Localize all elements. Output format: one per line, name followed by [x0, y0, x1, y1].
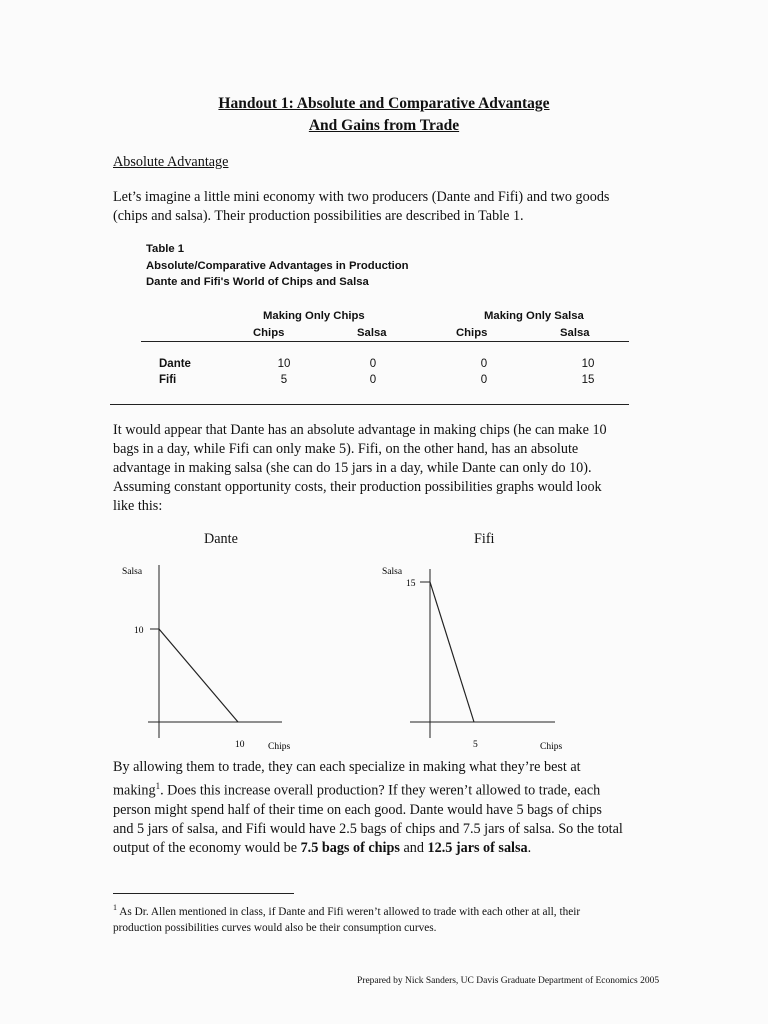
fifi-ppf-line	[430, 582, 474, 722]
fifi-ppf-graph	[370, 555, 580, 755]
table-cell: 0	[480, 374, 488, 386]
table-group-chips: Making Only Chips	[263, 310, 365, 322]
table-header-rule	[141, 341, 629, 342]
footnote	[113, 900, 580, 936]
footnote-rule	[113, 893, 294, 894]
para2-line-2: bags in a day, while Fifi can only make 5). Fifi, on the other hand, has an absolute	[113, 441, 579, 457]
table-cell: 15	[581, 374, 595, 386]
intro-line-1: Let’s imagine a little mini economy with two producers (Dante and Fifi) and two goods	[113, 189, 610, 205]
intro-line-2: (chips and salsa). Their production possibilities are described in Table 1.	[113, 208, 524, 224]
document-title-line2: And Gains from Trade	[308, 117, 460, 134]
footnote-line-1: $^1$ As Dr. Allen mentioned in class, if Dante and Fifi weren’t allowed to trade with each other at all, their	[113, 903, 581, 918]
dante-x-tick-label: 10	[235, 740, 245, 750]
paragraph-gains-from-trade	[113, 758, 623, 858]
dante-y-label: Salsa	[122, 567, 143, 577]
paragraph-absolute-advantage	[113, 421, 607, 516]
table-cell: 0	[369, 374, 377, 386]
prepared-by: Prepared by Nick Sanders, UC Davis Graduate Department of Economics 2005	[357, 976, 660, 986]
table-cell: 10	[581, 358, 595, 370]
para3-line-1: By allowing them to trade, they can each specialize in making what they’re best at	[113, 759, 581, 775]
table-cell: 10	[277, 358, 291, 370]
table-col-chips-2: Chips	[456, 327, 488, 339]
table-col-salsa-1: Salsa	[357, 327, 387, 339]
graph-title-fifi: Fifi	[474, 531, 495, 547]
document-title-line1: Handout 1: Absolute and Comparative Advantage	[218, 95, 550, 112]
fifi-x-tick-label: 5	[473, 740, 478, 750]
dante-ppf-graph	[110, 555, 310, 755]
graph-title-dante: Dante	[204, 531, 238, 547]
total-salsa: 12.5 jars of salsa	[427, 839, 528, 856]
para3-line-2: making$^1$. Does this increase overall production? If they weren’t allowed to trade, each	[113, 781, 601, 799]
fifi-y-label: Salsa	[382, 567, 403, 577]
total-chips: 7.5 bags of chips	[300, 839, 400, 856]
para2-line-5: like this:	[113, 498, 163, 514]
dante-y-tick-label: 10	[134, 626, 144, 636]
table-caption	[146, 241, 409, 291]
table-cell: 5	[280, 374, 288, 386]
dante-x-label: Chips	[268, 742, 291, 752]
para3-line-5: output of the economy would be 7.5 bags of chips and 12.5 jars of salsa.	[113, 839, 532, 856]
intro-paragraph	[113, 188, 609, 226]
table-bottom-rule	[110, 404, 629, 405]
table-col-chips-1: Chips	[253, 327, 285, 339]
table-caption-3: Dante and Fifi's World of Chips and Salsa	[146, 276, 369, 288]
para2-line-1: It would appear that Dante has an absolute advantage in making chips (he can make 10	[113, 422, 607, 438]
fifi-y-tick-label: 15	[406, 579, 416, 589]
table-cell: 0	[369, 358, 377, 370]
dante-ppf-line	[159, 629, 238, 722]
table-caption-2: Absolute/Comparative Advantages in Production	[146, 259, 409, 272]
table-group-salsa: Making Only Salsa	[484, 310, 584, 322]
table-row-name: Dante	[159, 358, 191, 370]
table-col-salsa-2: Salsa	[560, 327, 590, 339]
table-caption-1: Table 1	[146, 243, 185, 255]
footnote-line-2: production possibilities curves would also be their consumption curves.	[113, 921, 437, 934]
para2-line-3: advantage in making salsa (she can do 15 jars in a day, while Dante can only do 10).	[113, 460, 592, 476]
footnote-reference: 1	[155, 781, 161, 791]
fifi-x-label: Chips	[540, 742, 563, 752]
section-heading: Absolute Advantage	[113, 154, 229, 170]
para3-line-3: person might spend half of their time on each good. Dante would have 5 bags of chips	[113, 801, 602, 818]
table-row-name: Fifi	[159, 374, 177, 386]
para3-line-4: and 5 jars of salsa, and Fifi would have 2.5 bags of chips and 7.5 jars of salsa. So the total	[113, 820, 623, 837]
para2-line-4: Assuming constant opportunity costs, their production possibilities graphs would look	[113, 479, 602, 495]
table-cell: 0	[480, 358, 488, 370]
